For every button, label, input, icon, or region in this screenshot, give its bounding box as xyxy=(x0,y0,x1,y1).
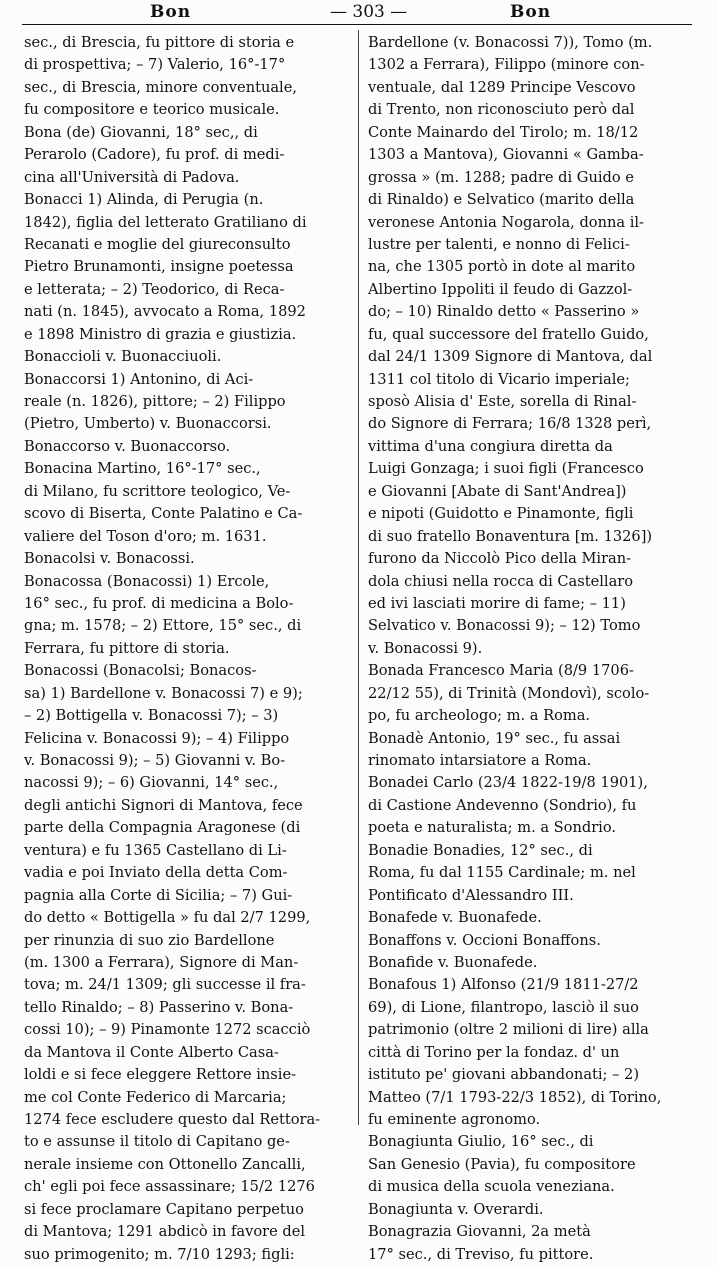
text-line: Ferrara, fu pittore di storia. xyxy=(24,639,230,657)
text-line: do; – 10) Rinaldo detto « Passerino » xyxy=(368,303,640,321)
text-line: Perarolo (Cadore), fu prof. di medi- xyxy=(24,146,285,164)
text-line: grossa » (m. 1288; padre di Guido e xyxy=(368,168,634,186)
text-line: istituto pe' giovani abbandonati; – 2) xyxy=(368,1066,640,1084)
text-line: cina all'Università di Padova. xyxy=(24,168,240,186)
text-line: cossi 10); – 9) Pinamonte 1272 scacciò xyxy=(24,1021,311,1039)
page-number: — 303 — xyxy=(330,2,408,22)
text-line: Bonaffons v. Occioni Bonaffons. xyxy=(368,931,601,949)
text-line: e nipoti (Guidotto e Pinamonte, figli xyxy=(368,505,634,523)
text-line: parte della Compagnia Aragonese (di xyxy=(24,819,301,837)
text-line: Albertino Ippoliti il feudo di Gazzol- xyxy=(368,280,633,298)
text-line: di suo fratello Bonaventura [m. 1326]) xyxy=(368,527,653,545)
text-line: Bonacina Martino, 16°-17° sec., xyxy=(24,460,261,478)
text-line: di musica della scuola veneziana. xyxy=(368,1178,615,1196)
text-line: per rinunzia di suo zio Bardellone xyxy=(24,931,275,949)
text-line: v. Bonacossi 9). xyxy=(368,639,483,657)
text-line: ed ivi lasciati morire di fame; – 11) xyxy=(368,594,626,612)
text-line: (Pietro, Umberto) v. Buonaccorsi. xyxy=(24,415,272,433)
text-line: si fece proclamare Capitano perpetuo xyxy=(24,1200,304,1218)
text-line: città di Torino per la fondaz. d' un xyxy=(368,1043,620,1061)
text-line: Bonagiunta v. Overardi. xyxy=(368,1200,544,1218)
text-line: Bonacossi (Bonacolsi; Bonacos- xyxy=(24,662,257,680)
text-line: nerale insieme con Ottonello Zancalli, xyxy=(24,1155,306,1173)
text-line: Luigi Gonzaga; i suoi figli (Francesco xyxy=(368,460,644,478)
text-line: patrimonio (oltre 2 milioni di lire) alla xyxy=(368,1021,649,1039)
text-line: nati (n. 1845), avvocato a Roma, 1892 xyxy=(24,303,306,321)
text-line: reale (n. 1826), pittore; – 2) Filippo xyxy=(24,393,286,410)
text-line: Bonacossa (Bonacossi) 1) Ercole, xyxy=(24,572,270,590)
text-line: sec., di Brescia, fu pittore di storia e xyxy=(24,34,295,51)
running-header xyxy=(0,0,718,24)
text-line: sposò Alisia d' Este, sorella di Rinal- xyxy=(368,393,637,410)
text-line: gna; m. 1578; – 2) Ettore, 15° sec., di xyxy=(24,617,302,635)
text-line: Pontificato d'Alessandro III. xyxy=(368,886,574,904)
text-line: Conte Mainardo del Tirolo; m. 18/12 xyxy=(368,123,639,141)
text-line: Bona (de) Giovanni, 18° sec,, di xyxy=(24,123,258,141)
text-line: fu compositore e teorico musicale. xyxy=(24,101,280,119)
text-line: loldi e si fece eleggere Rettore insie- xyxy=(24,1066,297,1084)
text-line: sec., di Brescia, minore conventuale, xyxy=(24,78,297,96)
text-line: Bonagiunta Giulio, 16° sec., di xyxy=(368,1133,594,1151)
text-line: Bonafide v. Buonafede. xyxy=(368,953,538,971)
text-line: tello Rinaldo; – 8) Passerino v. Bona- xyxy=(24,998,294,1016)
text-line: 69), di Lione, filantropo, lasciò il suo xyxy=(368,998,639,1016)
text-line: Bonaccorso v. Buonaccorso. xyxy=(24,437,231,455)
text-line: Bonadè Antonio, 19° sec., fu assai xyxy=(368,729,621,747)
text-line: po, fu archeologo; m. a Roma. xyxy=(368,707,591,725)
text-line: Pietro Brunamonti, insigne poetessa xyxy=(24,258,294,276)
text-line: da Mantova il Conte Alberto Casa- xyxy=(24,1043,279,1061)
text-line: scovo di Biserta, Conte Palatino e Ca- xyxy=(24,505,303,523)
text-line: v. Bonacossi 9); – 5) Giovanni v. Bo- xyxy=(24,752,286,769)
text-line: – 2) Bottigella v. Bonacossi 7); – 3) xyxy=(24,707,279,725)
text-line: nacossi 9); – 6) Giovanni, 14° sec., xyxy=(24,774,279,792)
text-line: dal 24/1 1309 Signore di Mantova, dal xyxy=(368,348,653,366)
text-line: Bonada Francesco Maria (8/9 1706- xyxy=(368,662,634,680)
header-left-guideword: Bon xyxy=(150,2,192,22)
text-line: lustre per talenti, e nonno di Felici- xyxy=(368,235,630,253)
text-line: valiere del Toson d'oro; m. 1631. xyxy=(24,527,267,545)
text-line: 1303 a Mantova), Giovanni « Gamba- xyxy=(368,146,644,164)
text-line: Bardellone (v. Bonacossi 7)), Tomo (m. xyxy=(368,34,653,51)
text-line: Bonadei Carlo (23/4 1822-19/8 1901), xyxy=(368,774,648,792)
text-line: do Signore di Ferrara; 16/8 1328 perì, xyxy=(368,415,652,433)
text-line: na, che 1305 portò in dote al marito xyxy=(368,258,636,276)
text-line: di Mantova; 1291 abdicò in favore del xyxy=(24,1223,306,1241)
text-line: Felicina v. Bonacossi 9); – 4) Filippo xyxy=(24,729,290,747)
text-line: e letterata; – 2) Teodorico, di Reca- xyxy=(24,280,285,298)
text-line: poeta e naturalista; m. a Sondrio. xyxy=(368,819,617,837)
text-line: Bonadie Bonadies, 12° sec., di xyxy=(368,841,593,859)
text-line: 1311 col titolo di Vicario imperiale; xyxy=(368,370,630,388)
text-line: fu, qual successore del fratello Guido, xyxy=(368,325,649,343)
text-line: furono da Niccolò Pico della Miran- xyxy=(368,550,632,568)
right-column xyxy=(368,32,698,1266)
text-line: Bonagrazia Giovanni, 2a metà xyxy=(368,1223,591,1241)
text-line: Recanati e moglie del giureconsulto xyxy=(24,235,291,253)
text-line: di prospettiva; – 7) Valerio, 16°-17° xyxy=(24,56,286,74)
text-line: Bonacolsi v. Bonacossi. xyxy=(24,550,195,568)
text-line: pagnia alla Corte di Sicilia; – 7) Gui- xyxy=(24,886,293,904)
left-column xyxy=(24,32,354,1266)
text-line: ventura) e fu 1365 Castellano di Li- xyxy=(24,841,287,859)
text-line: vadia e poi Inviato della detta Com- xyxy=(24,864,288,882)
text-line: 1274 fece escludere questo dal Rettora- xyxy=(24,1111,321,1128)
text-line: 16° sec., fu prof. di medicina a Bolo- xyxy=(24,594,294,612)
text-line: rinomato intarsiatore a Roma. xyxy=(368,752,592,769)
text-line: Bonafede v. Buonafede. xyxy=(368,909,542,927)
text-line: ventuale, dal 1289 Principe Vescovo xyxy=(368,78,636,96)
text-line: di Trento, non riconosciuto però dal xyxy=(368,101,635,119)
text-line: (m. 1300 a Ferrara), Signore di Man- xyxy=(24,953,299,971)
text-line: 22/12 55), di Trinità (Mondovì), scolo- xyxy=(368,684,650,702)
text-line: Bonafous 1) Alfonso (21/9 1811-27/2 xyxy=(368,976,639,994)
text-line: Selvatico v. Bonacossi 9); – 12) Tomo xyxy=(368,617,641,635)
text-line: e Giovanni [Abate di Sant'Andrea]) xyxy=(368,482,627,500)
text-line: Bonaccioli v. Buonacciuoli. xyxy=(24,348,222,366)
text-line: me col Conte Federico di Marcaria; xyxy=(24,1088,287,1106)
text-line: fu eminente agronomo. xyxy=(368,1111,541,1128)
text-line: Bonacci 1) Alinda, di Perugia (n. xyxy=(24,191,264,209)
text-line: 1842), figlia del letterato Gratiliano di xyxy=(24,213,307,231)
text-line: di Rinaldo) e Selvatico (marito della xyxy=(368,191,635,209)
text-line: San Genesio (Pavia), fu compositore xyxy=(368,1155,636,1173)
text-line: do detto « Bottigella » fu dal 2/7 1299, xyxy=(24,909,311,927)
header-right-guideword: Bon xyxy=(510,2,552,22)
text-line: sa) 1) Bardellone v. Bonacossi 7) e 9); xyxy=(24,684,303,702)
text-line: e 1898 Ministro di grazia e giustizia. xyxy=(24,325,297,343)
column-divider xyxy=(358,30,359,1125)
text-line: di Milano, fu scrittore teologico, Ve- xyxy=(24,482,291,500)
text-line: to e assunse il titolo di Capitano ge- xyxy=(24,1133,290,1151)
text-line: tova; m. 24/1 1309; gli successe il fra- xyxy=(24,976,306,994)
text-line: Bonaccorsi 1) Antonino, di Aci- xyxy=(24,370,254,388)
text-line: dola chiusi nella rocca di Castellaro xyxy=(368,572,634,590)
text-line: di Castione Andevenno (Sondrio), fu xyxy=(368,796,637,814)
text-line: ch' egli poi fece assassinare; 15/2 1276 xyxy=(24,1178,315,1196)
text-line: veronese Antonia Nogarola, donna il- xyxy=(368,213,644,231)
text-line: 17° sec., di Treviso, fu pittore. xyxy=(368,1245,594,1263)
text-line: 1302 a Ferrara), Filippo (minore con- xyxy=(368,56,645,74)
header-rule xyxy=(22,24,692,25)
text-line: Roma, fu dal 1155 Cardinale; m. nel xyxy=(368,864,636,882)
text-line: vittima d'una congiura diretta da xyxy=(368,437,613,455)
text-line: Matteo (7/1 1793-22/3 1852), di Torino, xyxy=(368,1088,662,1106)
text-line: degli antichi Signori di Mantova, fece xyxy=(24,796,303,814)
text-line: suo primogenito; m. 7/10 1293; figli: xyxy=(24,1245,295,1263)
